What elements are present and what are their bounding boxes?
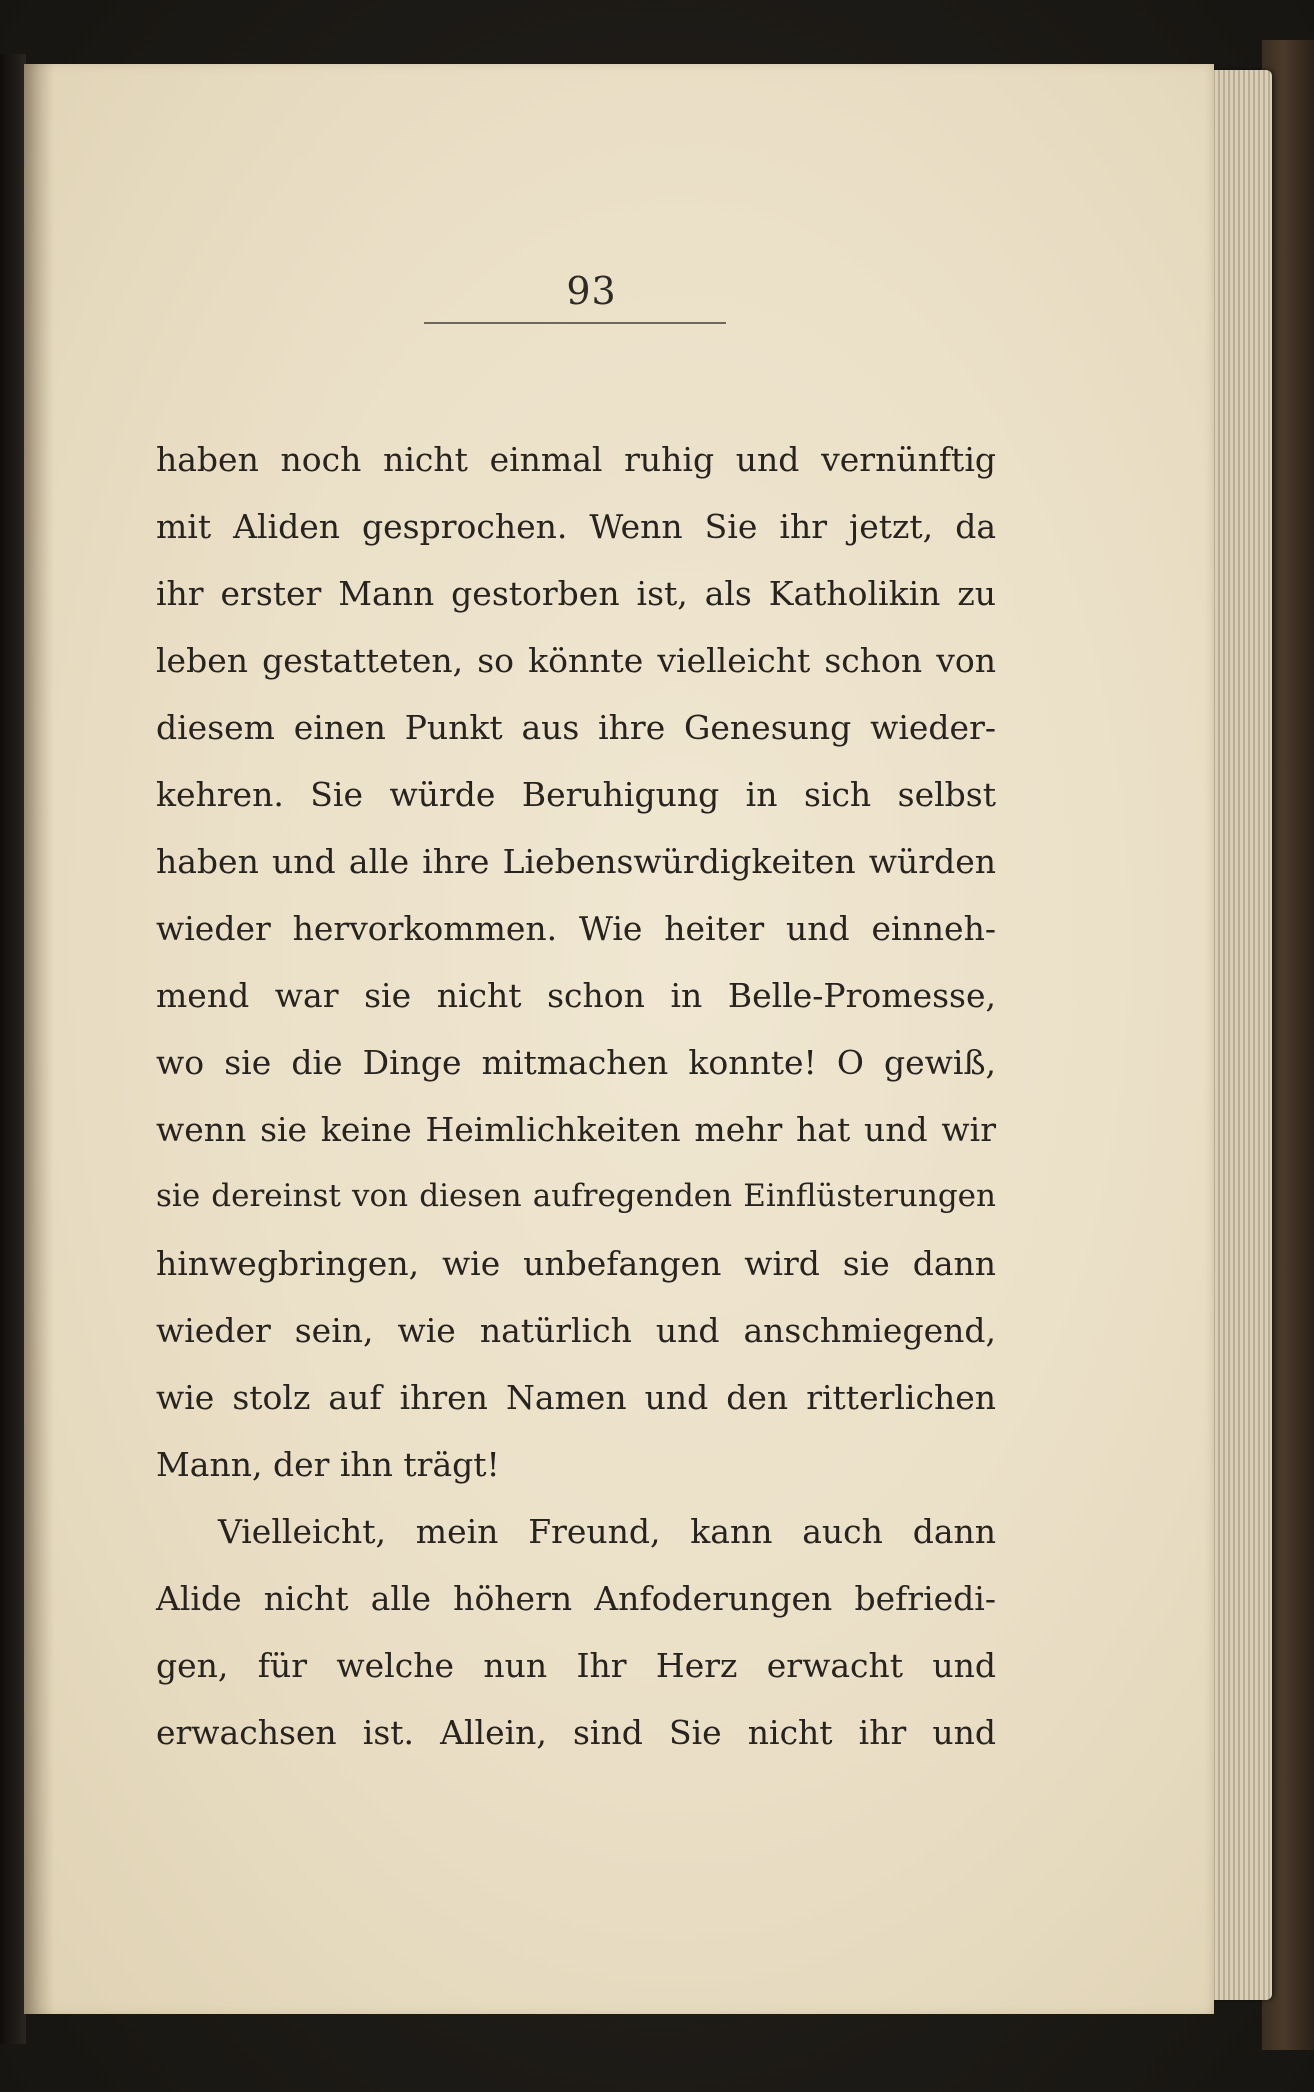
- book-cover-left: [0, 54, 26, 2044]
- text-line: mend war sie nicht schon in Belle-Promesse,: [156, 976, 996, 1015]
- text-line: wie stolz auf ihren Namen und den ritterlichen: [156, 1378, 996, 1417]
- header-rule: [424, 322, 726, 324]
- text-line: erwachsen ist. Allein, sind Sie nicht ihr und: [156, 1713, 996, 1752]
- text-line: hinwegbringen, wie unbefangen wird sie dann: [156, 1244, 996, 1283]
- text-line: wo sie die Dinge mitmachen konnte! O gewiß,: [156, 1043, 996, 1082]
- paragraph-first-line: Vielleicht, mein Freund, kann auch dann: [218, 1512, 996, 1551]
- text-line: wieder hervorkommen. Wie heiter und einneh-: [156, 909, 996, 948]
- text-line: Mann, der ihn trägt!: [156, 1445, 500, 1484]
- text-line: haben noch nicht einmal ruhig und vernünftig: [156, 440, 996, 479]
- text-line: ihr erster Mann gestorben ist, als Katholikin zu: [156, 574, 996, 613]
- gutter-shadow: [24, 64, 54, 2014]
- text-line: mit Aliden gesprochen. Wenn Sie ihr jetzt, da: [156, 507, 996, 546]
- text-line: haben und alle ihre Liebenswürdigkeiten würden: [156, 842, 996, 881]
- body-text: [156, 426, 996, 1766]
- page-number: 93: [566, 269, 617, 313]
- text-line: Alide nicht alle höhern Anfoderungen befriedi-: [156, 1579, 996, 1618]
- text-line: kehren. Sie würde Beruhigung in sich selbst: [156, 775, 996, 814]
- book-page: [24, 64, 1214, 2014]
- text-line: diesem einen Punkt aus ihre Genesung wieder-: [156, 708, 996, 747]
- text-line: wieder sein, wie natürlich und anschmiegend,: [156, 1311, 996, 1350]
- text-line: leben gestatteten, so könnte vielleicht schon von: [156, 641, 996, 680]
- text-line: sie dereinst von diesen aufregenden Einflüsterungen: [156, 1178, 996, 1214]
- text-line: gen, für welche nun Ihr Herz erwacht und: [156, 1646, 996, 1685]
- text-line: wenn sie keine Heimlichkeiten mehr hat und wir: [156, 1110, 996, 1149]
